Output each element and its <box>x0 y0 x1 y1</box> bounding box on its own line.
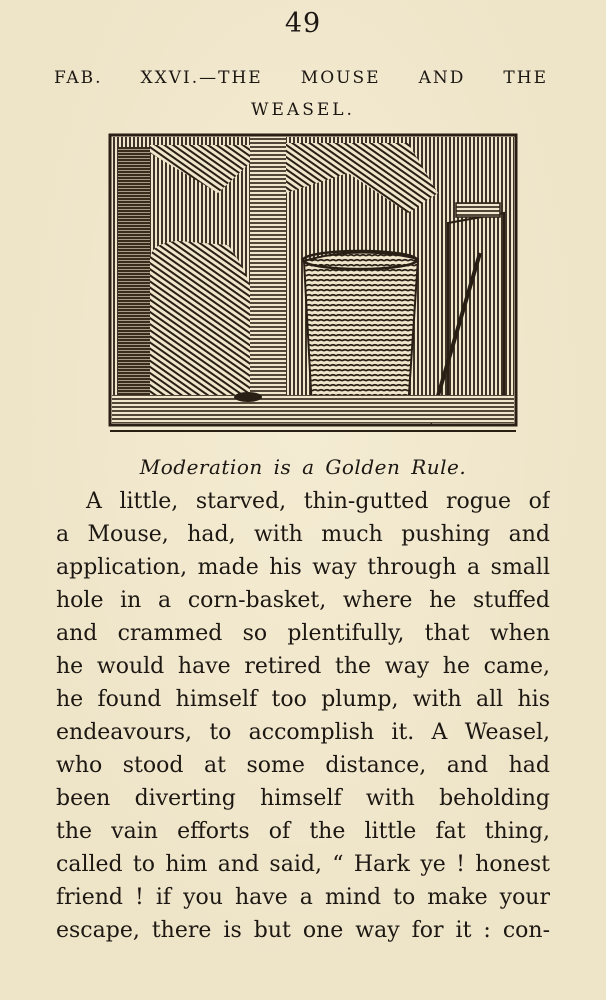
fable-title-line-1 <box>54 68 548 88</box>
title-word: XXVI.—THE <box>140 68 263 88</box>
fable-body <box>56 485 550 947</box>
text-line: the vain efforts of the little fat thing, <box>56 819 550 844</box>
moral-caption: Moderation is a Golden Rule. <box>139 455 467 479</box>
corn-basket <box>304 252 418 409</box>
text-line: A little, starved, thin-gutted rogue of <box>86 489 550 514</box>
text-line: been diverting himself with beholding <box>56 786 550 811</box>
right-door <box>448 213 504 419</box>
text-line: he found himself too plump, with all his <box>56 687 550 712</box>
title-word: AND <box>418 68 466 88</box>
text-line: endeavours, to accomplish it. A Weasel, <box>56 720 550 745</box>
text-line: hole in a corn-basket, where he stuffed <box>56 588 550 613</box>
text-line: friend ! if you have a mind to make your <box>56 885 550 910</box>
text-line: called to him and said, “ Hark ye ! honest <box>56 852 550 877</box>
text-line: escape, there is but one way for it : con- <box>56 918 550 943</box>
fable-title-line-2: WEASEL. <box>251 100 355 120</box>
left-post <box>118 147 150 417</box>
text-line: and crammed so plentifully, that when <box>56 621 550 646</box>
text-line: application, made his way through a small <box>56 555 550 580</box>
text-line: he would have retired the way he came, <box>56 654 550 679</box>
woodcut-illustration <box>108 133 518 439</box>
text-line: who stood at some distance, and had <box>56 753 550 778</box>
floor <box>112 395 514 423</box>
text-line: a Mouse, had, with much pushing and <box>56 522 550 547</box>
page-number: 49 <box>284 8 322 39</box>
center-beam <box>250 137 286 413</box>
latch <box>456 203 500 217</box>
title-word: THE <box>503 68 548 88</box>
title-word: FAB. <box>54 68 103 88</box>
mouse-figure <box>234 392 262 402</box>
title-word: MOUSE <box>300 68 381 88</box>
